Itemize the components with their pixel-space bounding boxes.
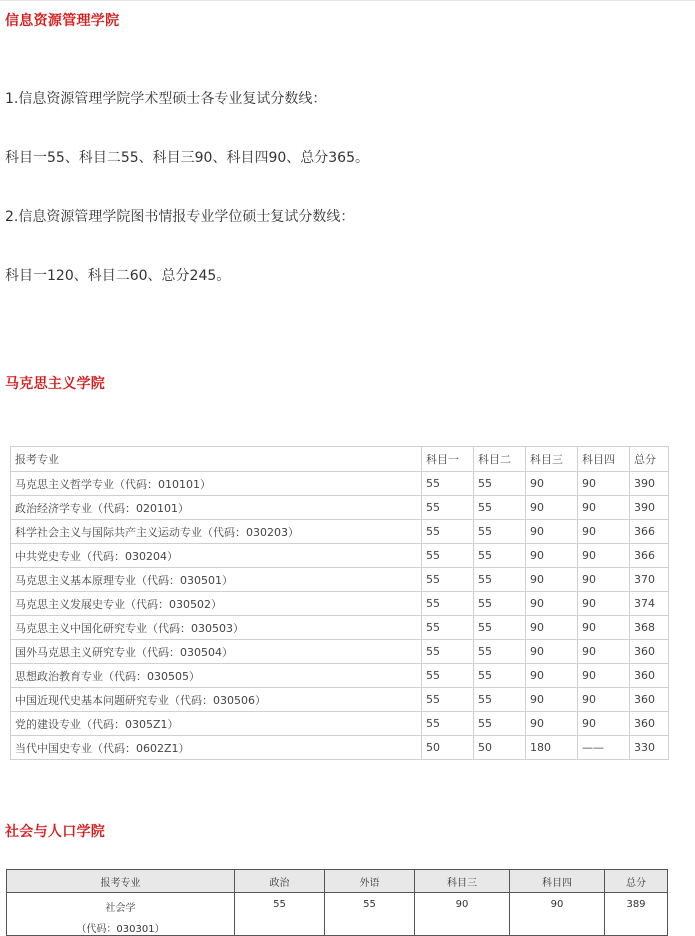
- cell-subject-1: 55: [422, 640, 474, 664]
- cell-major: 马克思主义哲学专业（代码：010101）: [11, 472, 422, 496]
- cell-major: 科学社会主义与国际共产主义运动专业（代码：030203）: [11, 520, 422, 544]
- cell-subject-3: 90: [526, 688, 578, 712]
- cell-subject-4: 90: [578, 496, 630, 520]
- cell-major: 马克思主义基本原理专业（代码：030501）: [11, 568, 422, 592]
- table-row: [11, 520, 669, 544]
- section-title-info-resources: 信息资源管理学院: [5, 13, 120, 29]
- cell-subject-1: 55: [422, 520, 474, 544]
- paragraph-academic-heading: 1.信息资源管理学院学术型硕士各专业复试分数线：: [5, 91, 327, 107]
- cell-major: [7, 893, 235, 936]
- cell-subject-1: 55: [422, 568, 474, 592]
- cell-subject-2: 55: [474, 616, 526, 640]
- cell-total: 390: [630, 496, 669, 520]
- cell-total: 389: [605, 893, 668, 936]
- table-row: [11, 664, 669, 688]
- section-title-marxism: 马克思主义学院: [5, 376, 106, 392]
- header-subject-4: 科目四: [510, 870, 605, 893]
- paragraph-professional-heading: 2.信息资源管理学院图书情报专业学位硕士复试分数线：: [5, 209, 355, 225]
- header-subject-3: 科目三: [415, 870, 510, 893]
- cell-subject-4: 90: [578, 664, 630, 688]
- major-name: 社会学: [105, 903, 136, 914]
- cell-major: 马克思主义中国化研究专业（代码：030503）: [11, 616, 422, 640]
- cell-subject-3: 180: [526, 736, 578, 760]
- table-header-row: [11, 447, 669, 472]
- top-divider: [0, 0, 695, 1]
- cell-subject-3: 90: [526, 520, 578, 544]
- cell-subject-2: 55: [474, 520, 526, 544]
- table-row: [11, 592, 669, 616]
- cell-total: 360: [630, 688, 669, 712]
- cell-subject-1: 55: [422, 664, 474, 688]
- cell-subject-4: 90: [578, 616, 630, 640]
- section-title-social-population: 社会与人口学院: [5, 824, 106, 840]
- table-row: [7, 893, 668, 936]
- marxism-score-table: [10, 446, 669, 760]
- cell-subject-1: 55: [422, 592, 474, 616]
- cell-politics: 55: [235, 893, 325, 936]
- cell-subject-4: 90: [578, 472, 630, 496]
- cell-subject-1: 55: [422, 472, 474, 496]
- header-major: 报考专业: [11, 447, 422, 472]
- table-row: [11, 736, 669, 760]
- cell-total: 390: [630, 472, 669, 496]
- cell-subject-2: 50: [474, 736, 526, 760]
- cell-subject-1: 55: [422, 544, 474, 568]
- table-row: [11, 472, 669, 496]
- cell-subject-2: 55: [474, 472, 526, 496]
- cell-total: 330: [630, 736, 669, 760]
- cell-major: 国外马克思主义研究专业（代码：030504）: [11, 640, 422, 664]
- cell-major: 马克思主义发展史专业（代码：030502）: [11, 592, 422, 616]
- cell-subject-4: 90: [578, 712, 630, 736]
- header-total: 总分: [630, 447, 669, 472]
- header-subject-2: 科目二: [474, 447, 526, 472]
- cell-total: 366: [630, 520, 669, 544]
- cell-subject-4: 90: [578, 640, 630, 664]
- cell-subject-3: 90: [526, 472, 578, 496]
- cell-subject-2: 55: [474, 664, 526, 688]
- cell-subject-2: 55: [474, 568, 526, 592]
- cell-major: 中共党史专业（代码：030204）: [11, 544, 422, 568]
- cell-subject-3: 90: [526, 496, 578, 520]
- table-row: [11, 616, 669, 640]
- header-subject-1: 科目一: [422, 447, 474, 472]
- header-major: 报考专业: [7, 870, 235, 893]
- table-row: [11, 544, 669, 568]
- cell-subject-3: 90: [526, 664, 578, 688]
- cell-total: 368: [630, 616, 669, 640]
- cell-subject-4: 90: [578, 688, 630, 712]
- cell-total: 366: [630, 544, 669, 568]
- cell-major: 党的建设专业（代码：0305Z1）: [11, 712, 422, 736]
- cell-subject-2: 55: [474, 688, 526, 712]
- cell-subject-2: 55: [474, 712, 526, 736]
- cell-subject-3: 90: [526, 568, 578, 592]
- paragraph-professional-scores: 科目一120、科目二60、总分245。: [5, 268, 231, 284]
- table-row: [11, 568, 669, 592]
- cell-subject-4: 90: [578, 520, 630, 544]
- cell-subject-2: 55: [474, 496, 526, 520]
- major-code: （代码：030301）: [76, 924, 165, 935]
- social-score-table: [6, 869, 668, 936]
- cell-major: 中国近现代史基本问题研究专业（代码：030506）: [11, 688, 422, 712]
- paragraph-academic-scores: 科目一55、科目二55、科目三90、科目四90、总分365。: [5, 150, 369, 166]
- cell-subject-1: 55: [422, 688, 474, 712]
- table-row: [11, 688, 669, 712]
- cell-subject-4: 90: [578, 544, 630, 568]
- header-foreign-language: 外语: [325, 870, 415, 893]
- table-row: [11, 496, 669, 520]
- cell-subject-2: 55: [474, 592, 526, 616]
- cell-total: 370: [630, 568, 669, 592]
- cell-total: 360: [630, 640, 669, 664]
- header-subject-3: 科目三: [526, 447, 578, 472]
- header-subject-4: 科目四: [578, 447, 630, 472]
- cell-subject-2: 55: [474, 544, 526, 568]
- table-row: [11, 712, 669, 736]
- table-row: [11, 640, 669, 664]
- cell-total: 360: [630, 664, 669, 688]
- cell-subject-4: 90: [578, 568, 630, 592]
- cell-major: 当代中国史专业（代码：0602Z1）: [11, 736, 422, 760]
- cell-subject-1: 50: [422, 736, 474, 760]
- cell-subject-3: 90: [526, 592, 578, 616]
- cell-subject-1: 55: [422, 712, 474, 736]
- cell-total: 360: [630, 712, 669, 736]
- cell-total: 374: [630, 592, 669, 616]
- cell-subject-4: 90: [578, 592, 630, 616]
- table-header-row: [7, 870, 668, 893]
- cell-foreign-language: 55: [325, 893, 415, 936]
- cell-subject-3: 90: [415, 893, 510, 936]
- cell-subject-1: 55: [422, 496, 474, 520]
- cell-subject-4: 90: [510, 893, 605, 936]
- cell-major: 政治经济学专业（代码：020101）: [11, 496, 422, 520]
- cell-subject-3: 90: [526, 544, 578, 568]
- cell-subject-3: 90: [526, 712, 578, 736]
- cell-subject-3: 90: [526, 640, 578, 664]
- cell-subject-3: 90: [526, 616, 578, 640]
- cell-major: 思想政治教育专业（代码：030505）: [11, 664, 422, 688]
- header-total: 总分: [605, 870, 668, 893]
- cell-subject-2: 55: [474, 640, 526, 664]
- header-politics: 政治: [235, 870, 325, 893]
- cell-subject-1: 55: [422, 616, 474, 640]
- cell-subject-4: ——: [578, 736, 630, 760]
